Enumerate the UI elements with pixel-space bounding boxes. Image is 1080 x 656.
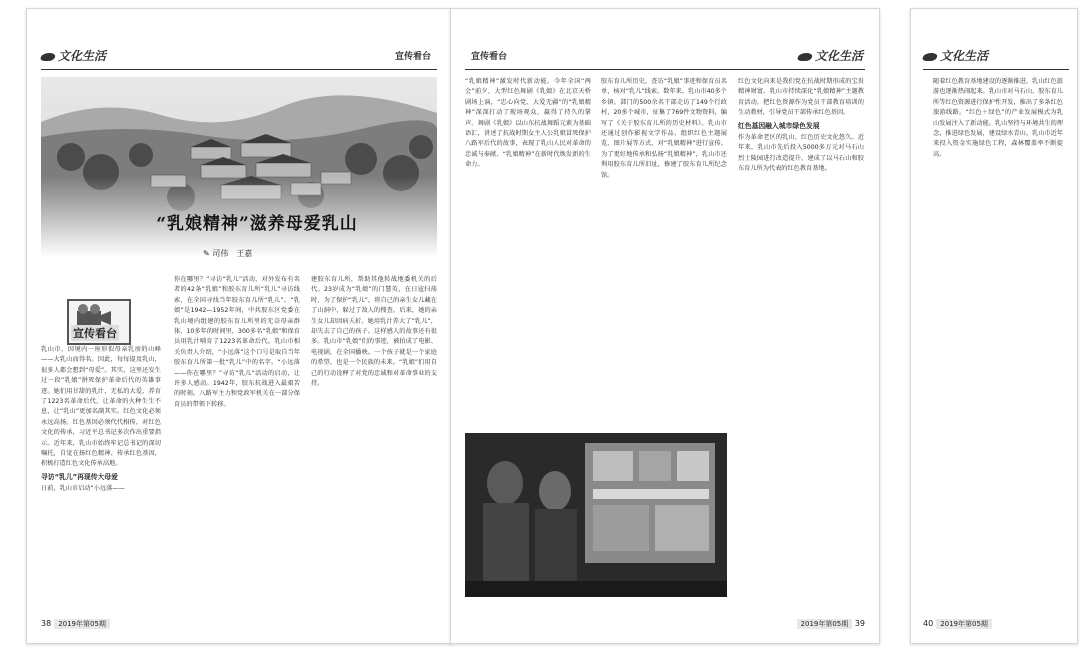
header-rule-left [41,69,437,70]
article-title: “乳娘精神”滋养母爱乳山 [156,214,358,234]
section-label-left: 宣传看台 [394,52,431,62]
page-38 [26,8,452,644]
pen-icon: ✎ [203,249,210,258]
p40-column: 随着红色教育基地建设的逐渐推进，乳山红色旅游也逐渐热闹起来。乳山市对马石山、胶东育儿所等红色资源进行保护性开发，推出了多条红色旅游线路。“红色＋绿色”的产业发展模式为乳山发展注入了新动能。乳山坚持与环境共生的理念，推进绿色发展，建设绿水青山。乳山市近年来投入资金实施绿色工程，森林覆盖率不断提高。 [933,78,1063,158]
p38-subheading: 寻访“乳儿”再现传大母爱 [41,472,118,481]
magazine-logo-p40: 文化生活 [923,47,988,64]
page-number-38: 38 2019年第05期 [41,619,110,629]
p39-column-3 [738,77,864,597]
p39-column-2: 胶东育儿所历史，查访“乳娘”事迹和保育员名单，核对“乳儿”线索。数年来，乳山市40多个乡镇、部门的500余名干部走访了149个行政村，20多个城市，征集了769件文物资料，编写了《关于胶东育儿所的历史材料》。乳山市还通过创作影视文学作品、组织红色主题展览、图片展等方式，对“乳娘精神”进行宣传。为了更好地传承和弘扬“乳娘精神”，乳山市还利用胶东育儿所旧址，修建了胶东育儿所纪念馆。 [601,78,727,179]
p38-column-2: 你在哪里？”寻访“乳儿”活动，对外发布有名者的42条“乳娘”和胶东育儿所“乳儿”寻访线索，在全国寻找当年胶东育儿所“乳儿”。“乳娘”是1942—1952年间，中共胶东区党委在乳山境内组建的胶东育儿所里的无奈母亲群体，10多年的时间里，300多名“乳娘”和保育员用乳汁哺育了1223名革命后代。乳山市相关负责人介绍，“小远落”这个口号是取自当年胶东育儿所第一批“乳儿”中的名字。“小远落——你在哪里？”寻访“乳儿”活动的启动，让许多人感动。1942年，胶东抗战进入最艰苦的时刻。八路军主力和党政军机关在一部分保育员的带领下转移。 [174,276,300,408]
page-number-40: 40 2019年第05期 [923,619,992,629]
header-rule-p40 [923,69,1069,70]
column-stamp [67,299,131,345]
section-label-right: 宣传看台 [471,52,508,62]
magazine-logo-left: 文化生活 [41,47,106,64]
museum-visit-photo [465,433,727,597]
p39-column-1: “乳娘精神”激发时代新动能。今年全国“两会”前夕，大型红色舞剧《乳娘》在北京天桥剧场上演，“忠心向党、大爱无疆”的“乳娘精神”深深打动了现场观众，赢得了持久的掌声。舞剧《乳娘》以山东抗战舞蹈元素为基础语汇，讲述了抗战时期女主人公乳娘冒死保护八路军后代的故事，表现了乳山人民对革命的忠诚与奉献。“乳娘精神”在新时代焕发新的生命力。 [465,78,591,169]
bird-logo-icon-right [797,53,814,61]
p38-sub-text: 日前，乳山市启动“小远落—— [41,485,125,493]
column-stamp-label: 宣传看台 [73,327,117,340]
page-40 [910,8,1078,644]
p38-column-1 [41,345,161,571]
bird-logo-icon [40,53,57,61]
page-39 [450,8,880,644]
p39-col3b-text: 作为革命老区的乳山，红色历史文化悠久。近年来，乳山市先后投入5000多万元对马石山烈士陵园进行改造提升，建成了以马石山和胶东育儿所为代表的红色教育基地。 [738,134,864,173]
header-rule-right [465,69,865,70]
p38-column-3: 建胶东育儿所，帮助其他转战地委机关的后代。23岁成为“乳娘”的门慧英，在日寇扫荡时，为了保护“乳儿”，将自己的亲生女儿藏在了山洞中，躲过了敌人的搜查。后来，她的亲生女儿却因病夭折。她用乳汁养大了“乳儿”，却失去了自己的孩子。这样感人的故事还有很多。乳山市“乳娘”们的事迹，被拍成了电影、电视剧，在全国播映。一个孩子就是一个家庭的希望，也是一个民族的未来。“乳娘”们用自己的行动诠释了对党的忠诚和对革命事业的支持。 [311,276,437,388]
article-byline: ✎ 司伟 王嘉 [203,249,253,258]
p38-intro-text: 乳山市，因境内一座形似母亲乳房的山峰——大乳山而得名。因此，每每提及乳山，很多人都会想到“母爱”。其实，这里还发生过一段“乳娘”拼死保护革命后代的英雄事迹。她们用甘甜的乳汁，无私的大爱，养育了1223名革命后代，让革命的火种生生不息，让“乳山”更加名副其实。红色文化必须永远高扬。红色基因必须代代相传，对红色文化的传承，习近平总书记多次作出重要指示。近年来，乳山市始终牢记总书记的深切嘱托，自觉在扬红色精神、传承红色基因，积极打造红色文化传承高地。 [41,346,161,468]
p39-subheading: 红色基因融入城市绿色发展 [738,121,820,130]
magazine-logo-right: 文化生活 [798,47,863,64]
bird-logo-icon-p40 [922,53,939,61]
page-number-39: 2019年第05期 39 [794,619,865,629]
p39-col3-text: 红色文化向来是我们党在抗战时期形成的宝贵精神财富。乳山市持续深化“乳娘精神”主题教育活动，把红色资源作为党员干部教育培训的生动教材，引导党员干部传承红色基因。 [738,78,864,117]
